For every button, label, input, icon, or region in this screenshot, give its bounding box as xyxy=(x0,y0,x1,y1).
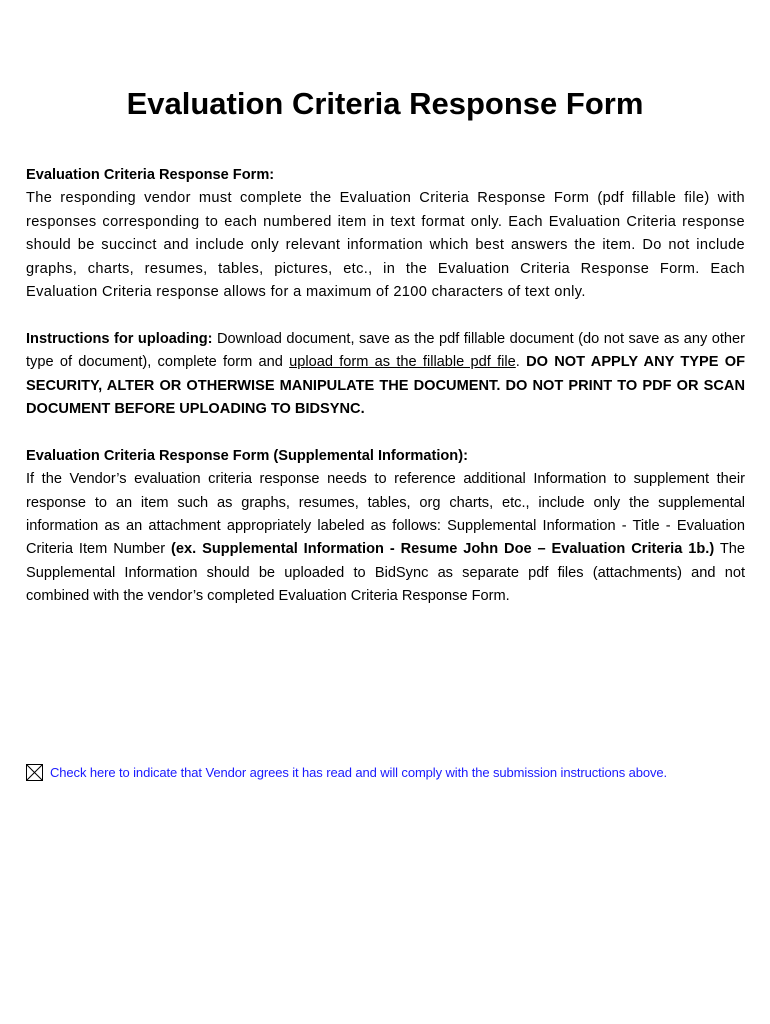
section-heading-upload-instructions: Instructions for uploading: xyxy=(26,330,213,347)
page-title: Evaluation Criteria Response Form xyxy=(126,86,644,121)
section-supplemental-info xyxy=(26,445,745,609)
agreement-checkbox[interactable] xyxy=(26,764,43,781)
agreement-row xyxy=(26,764,667,781)
supplemental-info-text-2: The Supplemental Information should be uploaded to BidSync as separate pdf files (attachments) and not combined with the vendor’s completed Evaluation Criteria Response Form. xyxy=(26,541,745,605)
supplemental-info-text: If the Vendor’s evaluation criteria response needs to reference additional Information to supplement their response to an item such as graphs, resumes, tables, org charts, etc., include only the supplemental information as an attachment appropriately labeled as follows: Supplemental Information - Title - Evaluation Criteria Item Number xyxy=(26,471,745,558)
section-heading-supplemental-info: Evaluation Criteria Response Form (Supplemental Information): xyxy=(26,447,468,464)
supplemental-example-text: (ex. Supplemental Information - Resume John Doe – Evaluation Criteria 1b.) xyxy=(171,541,715,558)
section-upload-instructions xyxy=(26,328,745,422)
document-body xyxy=(26,164,745,632)
section-heading-response-form: Evaluation Criteria Response Form: xyxy=(26,167,275,183)
upload-instructions-underlined: upload form as the fillable pdf file xyxy=(289,354,516,371)
upload-warning-text: DO NOT APPLY ANY TYPE OF SECURITY, ALTER OR OTHERWISE MANIPULATE THE DOCUMENT. DO NOT PRINT TO PDF OR SCAN DOCUMENT BEFORE UPLOADING TO BIDSYNC. xyxy=(26,354,746,418)
section-body-supplemental-info xyxy=(26,468,745,608)
checkbox-x-icon xyxy=(27,765,42,780)
section-response-form xyxy=(26,164,745,304)
agreement-label[interactable]: Check here to indicate that Vendor agrees it has read and will comply with the submission instructions above. xyxy=(50,765,668,780)
upload-instructions-period: . xyxy=(515,354,527,371)
upload-instructions-text: Download document, save as the pdf fillable document (do not save as any other type of document), complete form and xyxy=(26,330,745,371)
section-body-response-form: The responding vendor must complete the Evaluation Criteria Response Form (pdf fillable file) with responses corresponding to each numbered item in text format only. Each Evaluation Criteria response should be succinct and include only relevant information which best answers the item. Do not include graphs, charts, resumes, tables, pictures, etc., in the Evaluation Criteria Response Form. Each Evaluation Criteria response allows for a maximum of 2100 characters of text only. xyxy=(26,190,745,301)
